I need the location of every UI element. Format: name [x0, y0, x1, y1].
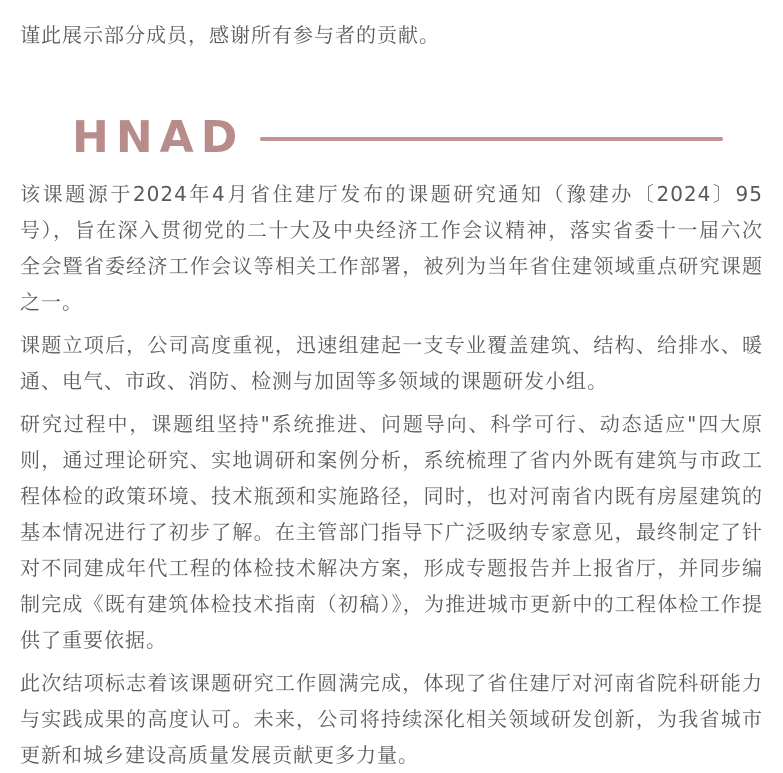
- paragraph-team-formation: 课题立项后，公司高度重视，迅速组建起一支专业覆盖建筑、结构、给排水、暖通、电气、市政、消防、检测与加固等多领域的课题研发小组。: [20, 333, 763, 393]
- brand-logo: [72, 112, 723, 163]
- paragraph-project-origin: 该课题源于2024年4月省住建厅发布的课题研究通知（豫建办〔2024〕95号），旨在深入贯彻党的二十大及中央经济工作会议精神，落实省委十一届六次全会暨省委经济工作会议等相关工作部署，被列为当年省住建领域重点研究课题之一。: [20, 182, 763, 314]
- paragraph-research-process: 研究过程中，课题组坚持"系统推进、问题导向、科学可行、动态适应"四大原则，通过理论研究、实地调研和案例分析，系统梳理了省内外既有建筑与市政工程体检的政策环境、技术瓶颈和实施路径，同时，也对河南省内既有房屋建筑的基本情况进行了初步了解。在主管部门指导下广泛吸纳专家意见，最终制定了针对不同建成年代工程的体检技术解决方案，形成专题报告并上报省厅，并同步编制完成《既有建筑体检技术指南（初稿）》，为推进城市更新中的工程体检工作提供了重要依据。: [20, 412, 763, 652]
- hnad-logo-text: HNAD: [72, 112, 245, 163]
- intro-text: 谨此展示部分成员，感谢所有参与者的贡献。: [20, 23, 440, 47]
- logo-divider-line: [260, 137, 723, 141]
- paragraph-conclusion: 此次结项标志着该课题研究工作圆满完成，体现了省住建厅对河南省院科研能力与实践成果的高度认可。未来，公司将持续深化相关领域研发创新，为我省城市更新和城乡建设高质量发展贡献更多力量。: [20, 671, 763, 767]
